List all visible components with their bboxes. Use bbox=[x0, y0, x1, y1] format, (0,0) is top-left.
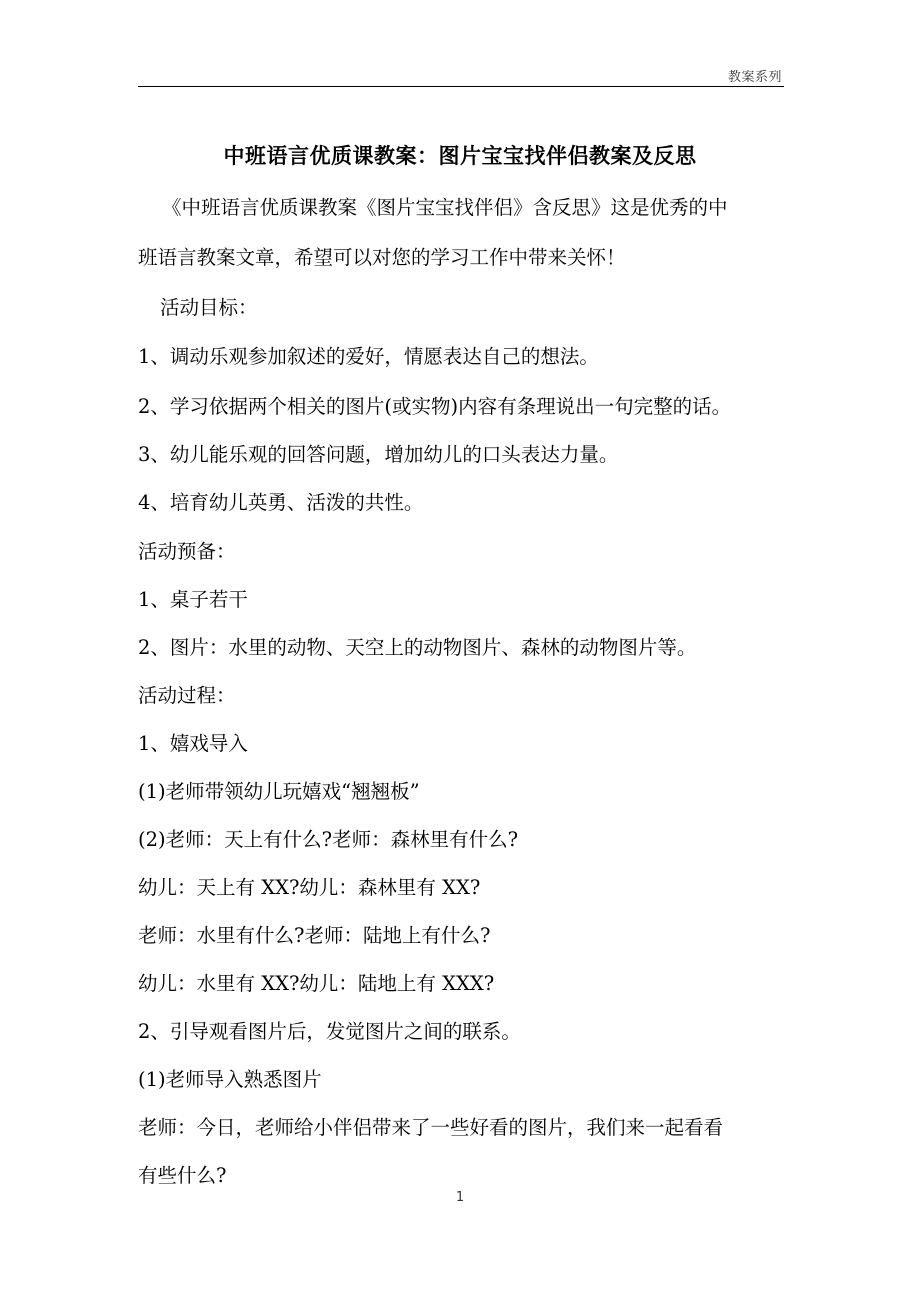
section-heading-goals: 活动目标： bbox=[160, 296, 258, 319]
body-line: 2、学习依据两个相关的图片(或实物)内容有条理说出一句完整的话。 bbox=[138, 395, 732, 418]
intro-line: 班语言教案文章，希望可以对您的学习工作中带来关怀！ bbox=[138, 246, 626, 269]
body-line: 老师：今日，老师给小伴侣带来了一些好看的图片，我们来一起看看 bbox=[138, 1116, 724, 1139]
section-heading-prep: 活动预备： bbox=[138, 540, 236, 563]
body-line: 3、幼儿能乐观的回答问题，增加幼儿的口头表达力量。 bbox=[138, 443, 619, 466]
section-heading-process: 活动过程： bbox=[138, 684, 236, 707]
body-line: (2)老师：天上有什么?老师：森林里有什么? bbox=[138, 828, 519, 851]
body-line: (1)老师带领幼儿玩嬉戏“翘翘板” bbox=[138, 780, 420, 803]
body-line: 老师：水里有什么?老师：陆地上有什么? bbox=[138, 924, 491, 947]
body-line: 幼儿：天上有 XX?幼儿：森林里有 XX? bbox=[138, 876, 481, 899]
body-line: 2、图片：水里的动物、天空上的动物图片、森林的动物图片等。 bbox=[138, 636, 697, 659]
header-rule bbox=[138, 86, 784, 87]
page-number: 1 bbox=[455, 1190, 465, 1205]
body-line: 1、嬉戏导入 bbox=[138, 732, 248, 755]
body-line: 4、培育幼儿英勇、活泼的共性。 bbox=[138, 491, 424, 514]
body-line: 1、桌子若干 bbox=[138, 588, 248, 611]
body-line: 1、调动乐观参加叙述的爱好，情愿表达自己的想法。 bbox=[138, 345, 599, 368]
header-series-label: 教案系列 bbox=[727, 70, 782, 85]
intro-line: 《中班语言优质课教案《图片宝宝找伴侣》含反思》这是优秀的中 bbox=[162, 196, 728, 219]
document-title: 中班语言优质课教案：图片宝宝找伴侣教案及反思 bbox=[223, 144, 697, 168]
body-line: 2、引导观看图片后，发觉图片之间的联系。 bbox=[138, 1020, 521, 1043]
body-line: (1)老师导入熟悉图片 bbox=[138, 1068, 322, 1091]
body-line: 有些什么? bbox=[138, 1164, 227, 1187]
body-line: 幼儿：水里有 XX?幼儿：陆地上有 XXX? bbox=[138, 972, 495, 995]
